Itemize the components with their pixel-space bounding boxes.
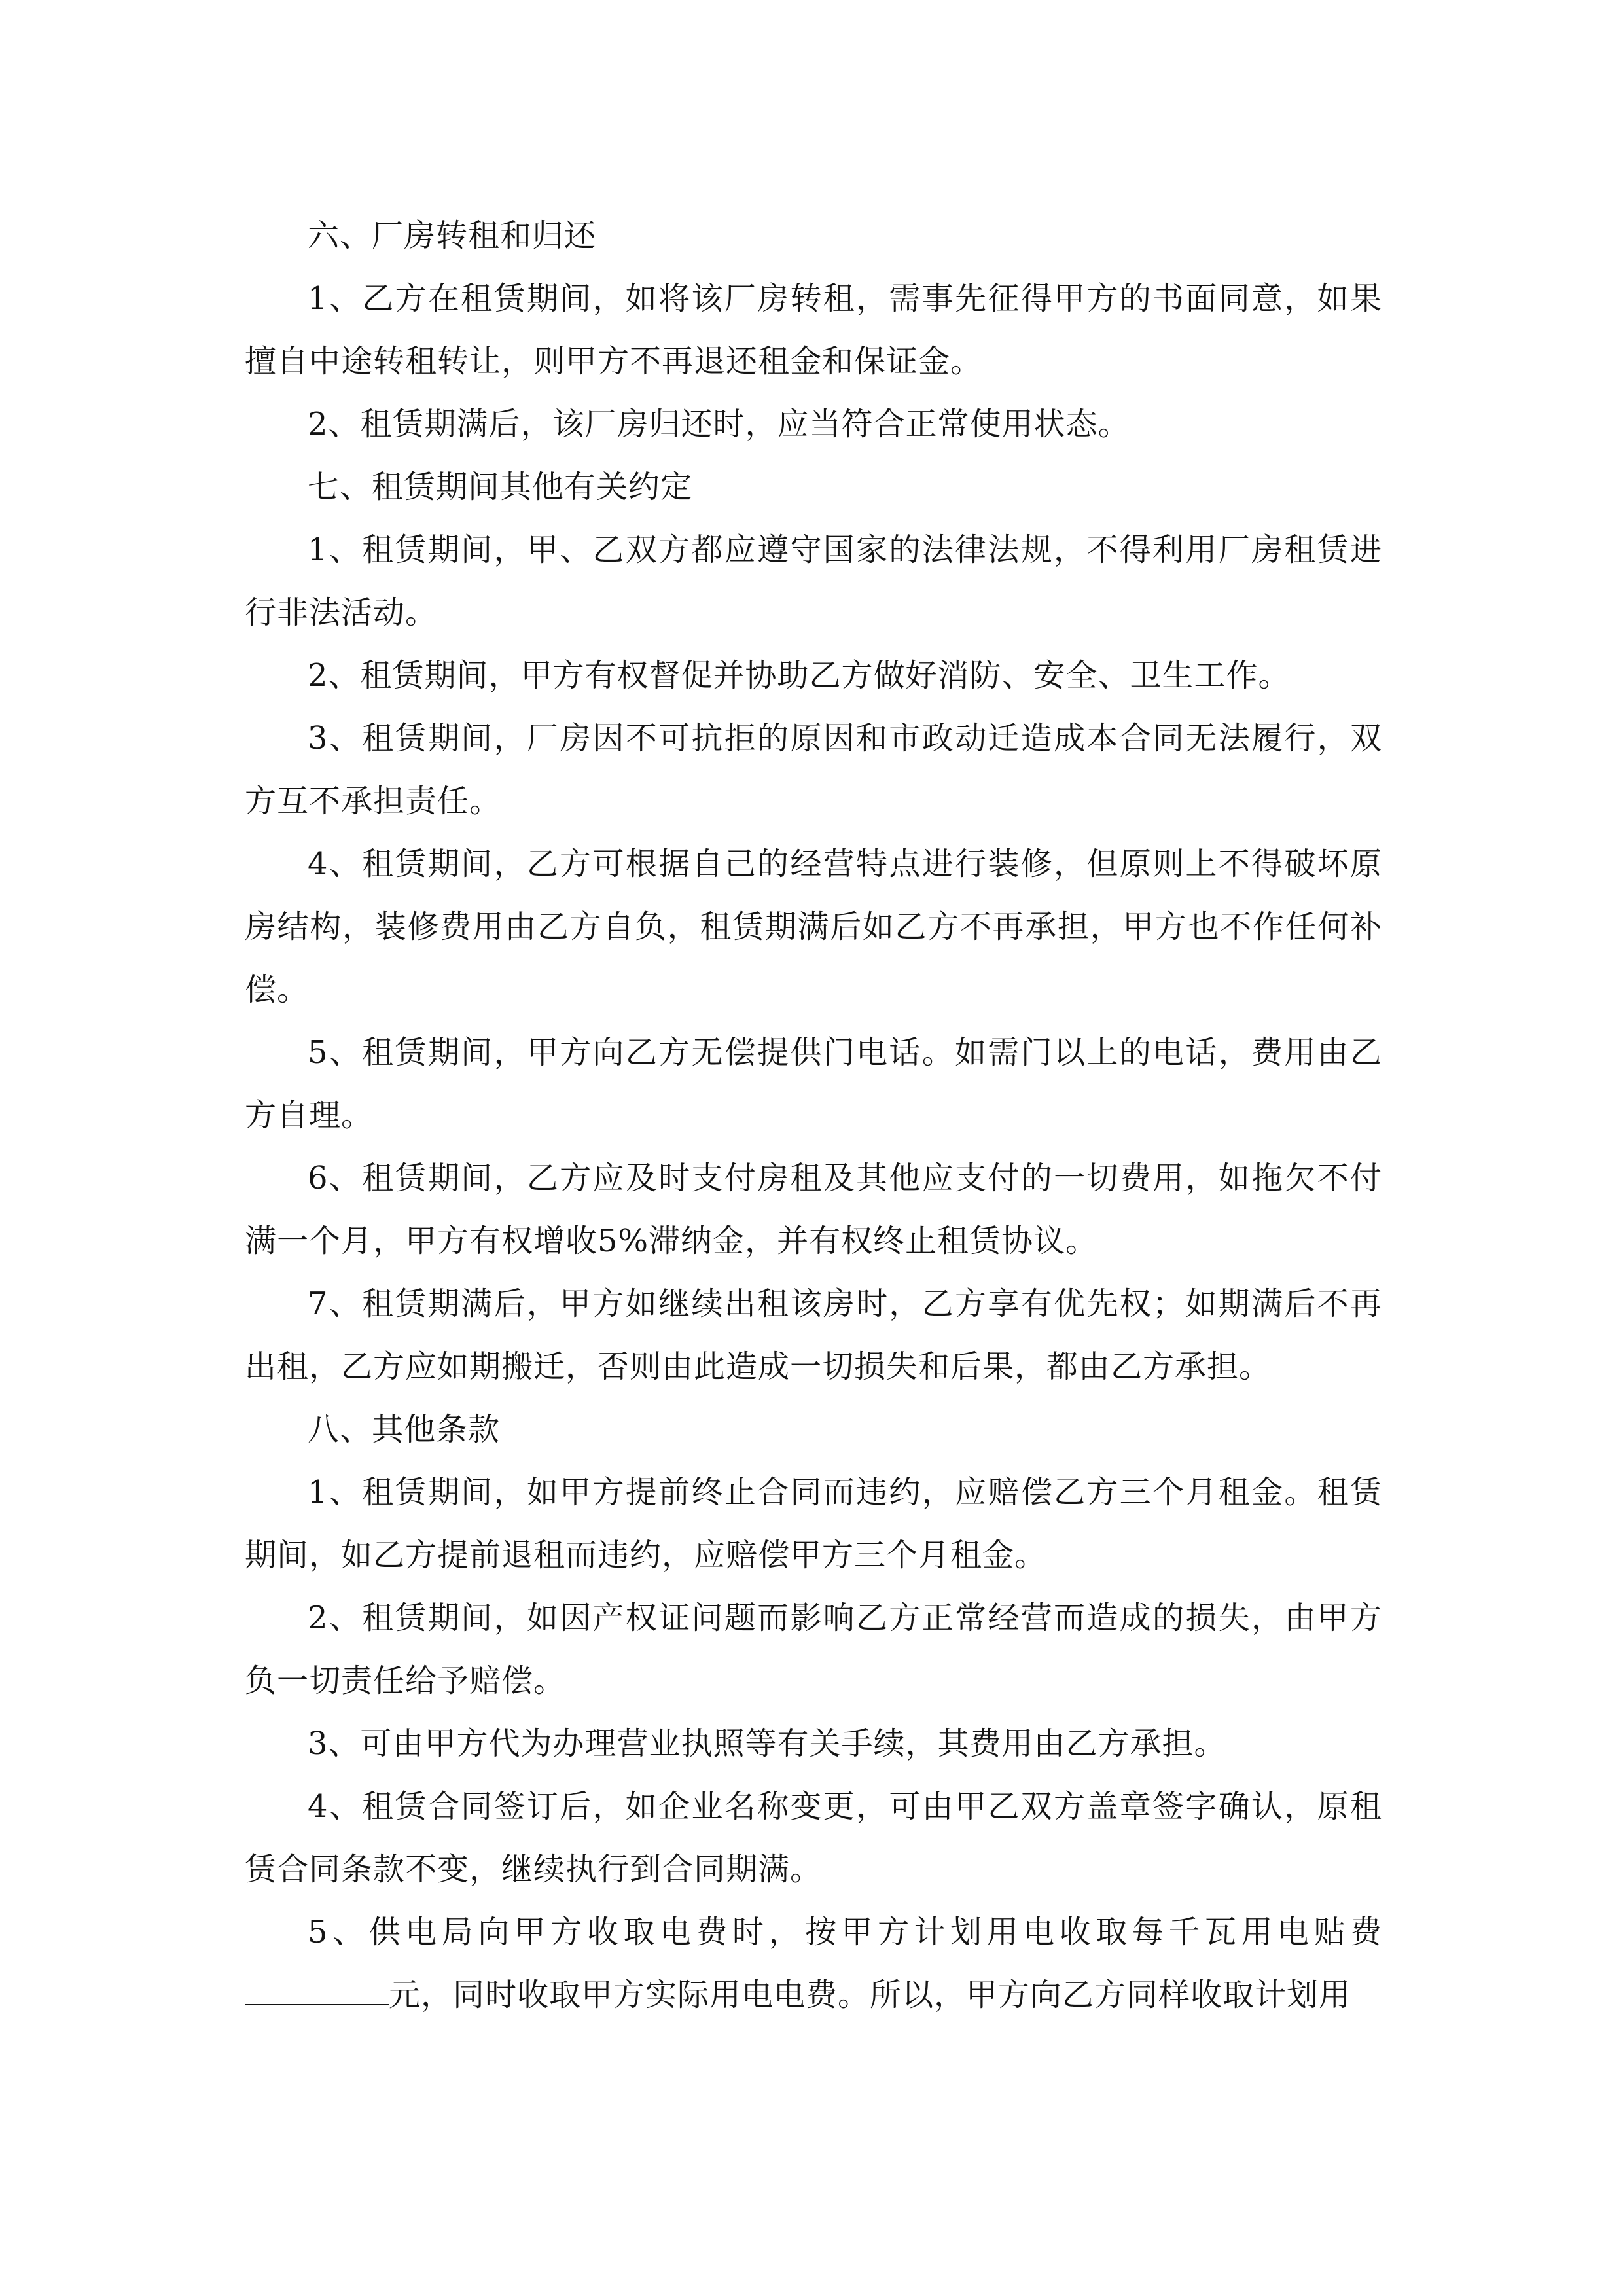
clause-paragraph: 1、租赁期间，如甲方提前终止合同而违约，应赔偿乙方三个月租金。租赁期间，如乙方提前退租而违约，应赔偿甲方三个月租金。 bbox=[245, 1474, 1382, 1573]
clause-paragraph: 3、租赁期间，厂房因不可抗拒的原因和市政动迁造成本合同无法履行，双方互不承担责任。 bbox=[245, 720, 1382, 819]
clause-paragraph-electricity bbox=[245, 1901, 1382, 2026]
clause-text-after-blank: 元，同时收取甲方实际用电电费。所以，甲方向乙方同样收取计划用 bbox=[389, 1977, 1351, 2013]
clause-paragraph: 5、租赁期间，甲方向乙方无偿提供门电话。如需门以上的电话，费用由乙方自理。 bbox=[245, 1034, 1382, 1134]
clause-paragraph: 6、租赁期间，乙方应及时支付房租及其他应支付的一切费用，如拖欠不付满一个月，甲方有权增收5%滞纳金，并有权终止租赁协议。 bbox=[245, 1160, 1382, 1259]
document-body bbox=[245, 204, 1382, 2026]
section-heading-other-agreements: 七、租赁期间其他有关约定 bbox=[308, 469, 693, 505]
clause-paragraph: 4、租赁合同签订后，如企业名称变更，可由甲乙双方盖章签字确认，原租赁合同条款不变，继续执行到合同期满。 bbox=[245, 1788, 1382, 1888]
fill-in-blank-line bbox=[245, 1978, 389, 2005]
clause-paragraph: 7、租赁期满后，甲方如继续出租该房时，乙方享有优先权；如期满后不再出租，乙方应如期搬迁，否则由此造成一切损失和后果，都由乙方承担。 bbox=[245, 1285, 1382, 1385]
clause-paragraph: 1、乙方在租赁期间，如将该厂房转租，需事先征得甲方的书面同意，如果擅自中途转租转让，则甲方不再退还租金和保证金。 bbox=[245, 280, 1382, 380]
clause-paragraph: 2、租赁期满后，该厂房归还时，应当符合正常使用状态。 bbox=[308, 406, 1130, 442]
clause-paragraph: 3、可由甲方代为办理营业执照等有关手续，其费用由乙方承担。 bbox=[308, 1725, 1226, 1762]
clause-text-before-blank: 5、供电局向甲方收取电费时，按甲方计划用电收取每千瓦用电贴费 bbox=[308, 1914, 1382, 1950]
section-heading-other-terms: 八、其他条款 bbox=[308, 1411, 501, 1448]
clause-paragraph: 2、租赁期间，如因产权证问题而影响乙方正常经营而造成的损失，由甲方负一切责任给予赔偿。 bbox=[245, 1600, 1382, 1699]
clause-paragraph: 4、租赁期间，乙方可根据自己的经营特点进行装修，但原则上不得破坏原房结构，装修费用由乙方自负，租赁期满后如乙方不再承担，甲方也不作任何补偿。 bbox=[245, 846, 1382, 1008]
clause-paragraph: 1、租赁期间，甲、乙双方都应遵守国家的法律法规，不得利用厂房租赁进行非法活动。 bbox=[245, 531, 1382, 631]
section-heading-sublease: 六、厂房转租和归还 bbox=[308, 217, 597, 254]
clause-paragraph: 2、租赁期间，甲方有权督促并协助乙方做好消防、安全、卫生工作。 bbox=[308, 657, 1291, 694]
